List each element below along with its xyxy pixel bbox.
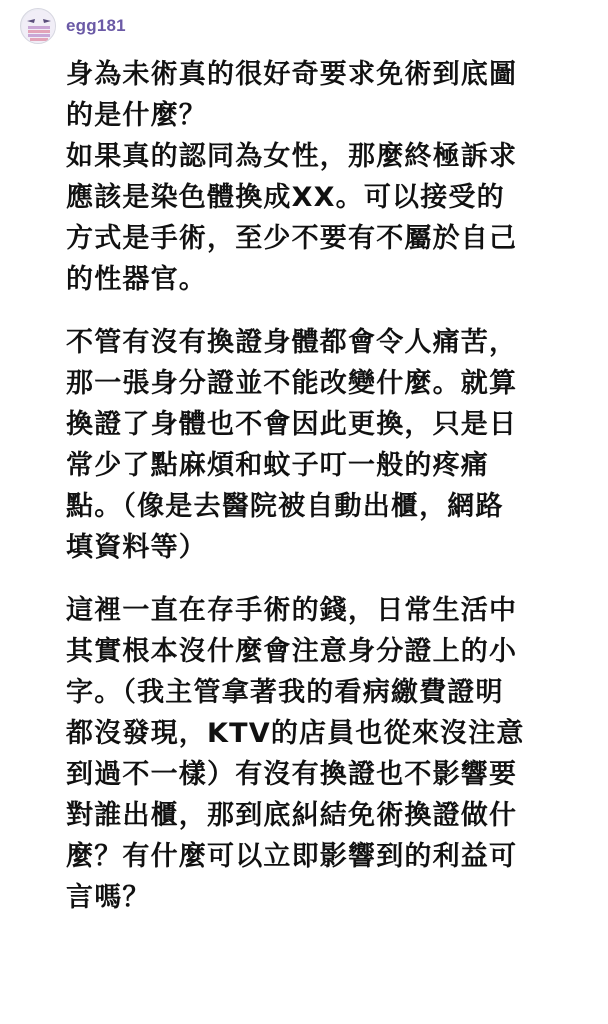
text-line: 都沒發現，KTV的店員也從來沒注意 [66, 718, 525, 749]
post-body [66, 54, 586, 940]
paragraph-2 [66, 322, 586, 568]
text-line: 方式是手術，至少不要有不屬於自己 [66, 223, 518, 254]
text-line: 的是什麼？ [66, 100, 207, 131]
text-line: 的性器官。 [66, 264, 207, 295]
text-line: 常少了點麻煩和蚊子叮一般的疼痛 [66, 450, 489, 481]
text-line: 點。（像是去醫院被自動出櫃，網路 [66, 491, 504, 522]
text-line: 麼？有什麼可以立即影響到的利益可 [66, 841, 518, 872]
paragraph-3 [66, 590, 586, 918]
username[interactable]: egg181 [66, 16, 126, 35]
text-line: 言嗎？ [66, 882, 151, 913]
text-line: 這裡一直在存手術的錢，日常生活中 [66, 595, 518, 626]
text-line: 其實根本沒什麼會注意身分證上的小 [66, 636, 518, 667]
text-line: 如果真的認同為女性，那麼終極訴求 [66, 141, 518, 172]
post-header [20, 6, 126, 46]
avatar-face-icon [21, 9, 56, 44]
text-line: 不管有沒有換證身體都會令人痛苦， [66, 327, 518, 358]
avatar[interactable] [20, 8, 56, 44]
text-line: 對誰出櫃，那到底糾結免術換證做什 [66, 800, 518, 831]
text-line: 身為未術真的很好奇要求免術到底圖 [66, 59, 518, 90]
text-line: 到過不一樣）有沒有換證也不影響要 [66, 759, 518, 790]
text-line: 換證了身體也不會因此更換，只是日 [66, 409, 518, 440]
text-line: 那一張身分證並不能改變什麼。就算 [66, 368, 518, 399]
text-line: 應該是染色體換成XX。可以接受的 [66, 182, 505, 213]
text-line: 填資料等） [66, 532, 207, 563]
text-line: 字。（我主管拿著我的看病繳費證明 [66, 677, 504, 708]
paragraph-1 [66, 54, 586, 300]
